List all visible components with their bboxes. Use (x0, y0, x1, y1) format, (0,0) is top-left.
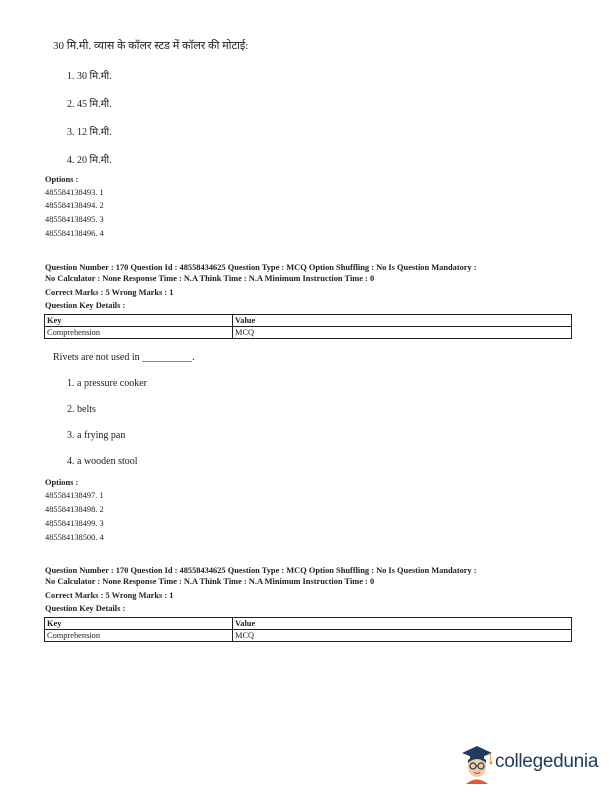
q1-option-id-1: 485584138493. 1 (45, 188, 104, 197)
q2-option-2: 2. belts (67, 404, 96, 415)
table-header-value: Value (233, 315, 572, 327)
q2-option-id-2: 485584138498. 2 (45, 505, 104, 514)
q2-meta-line-1: Question Number : 170 Question Id : 48558434625 Question Type : MCQ Option Shuffling : No Is Question Mandatory : (45, 263, 477, 272)
table-header-key: Key (45, 315, 233, 327)
table-header-key: Key (45, 618, 233, 630)
q2-option-id-4: 485584138500. 4 (45, 533, 104, 542)
q3-key-table (44, 617, 572, 642)
question-2-text: Rivets are not used in __________. (53, 352, 195, 363)
q1-option-id-4: 485584138496. 4 (45, 229, 104, 238)
q3-marks: Correct Marks : 5 Wrong Marks : 1 (45, 591, 174, 600)
q2-option-id-1: 485584138497. 1 (45, 491, 104, 500)
q3-meta-line-2: No Calculator : None Response Time : N.A Think Time : N.A Minimum Instruction Time : 0 (45, 577, 375, 586)
brand-logo (458, 744, 608, 784)
q2-option-id-3: 485584138499. 3 (45, 519, 104, 528)
q2-option-1: 1. a pressure cooker (67, 378, 147, 389)
q2-option-4: 4. a wooden stool (67, 456, 138, 467)
table-cell-key: Comprehension (45, 630, 233, 642)
q2-marks: Correct Marks : 5 Wrong Marks : 1 (45, 288, 174, 297)
q3-key-details-heading: Question Key Details : (45, 604, 126, 613)
q1-option-3: 3. 12 मि.मी. (67, 127, 112, 138)
table-row (45, 630, 572, 642)
q2-meta-line-2: No Calculator : None Response Time : N.A Think Time : N.A Minimum Instruction Time : 0 (45, 274, 375, 283)
q1-options-heading: Options : (45, 175, 79, 184)
q2-option-3: 3. a frying pan (67, 430, 126, 441)
q2-key-table (44, 314, 572, 339)
table-cell-value: MCQ (233, 327, 572, 339)
q1-option-2: 2. 45 मि.मी. (67, 99, 112, 110)
table-cell-key: Comprehension (45, 327, 233, 339)
brand-name: collegedunia (495, 751, 599, 772)
graduate-mascot-icon (458, 744, 496, 784)
q1-option-1: 1. 30 मि.मी. (67, 71, 112, 82)
q3-meta-line-1: Question Number : 170 Question Id : 48558434625 Question Type : MCQ Option Shuffling : No Is Question Mandatory : (45, 566, 477, 575)
q1-option-id-2: 485584138494. 2 (45, 201, 104, 210)
q2-options-heading: Options : (45, 478, 79, 487)
table-row (45, 327, 572, 339)
q2-key-details-heading: Question Key Details : (45, 301, 126, 310)
q1-option-4: 4. 20 मि.मी. (67, 155, 112, 166)
q1-option-id-3: 485584138495. 3 (45, 215, 104, 224)
table-cell-value: MCQ (233, 630, 572, 642)
table-header-value: Value (233, 618, 572, 630)
question-1-text: 30 मि.मी. व्यास के कॉलर स्टड में कॉलर की मोटाई: (53, 40, 249, 52)
table-header-row (45, 315, 572, 327)
table-header-row (45, 618, 572, 630)
